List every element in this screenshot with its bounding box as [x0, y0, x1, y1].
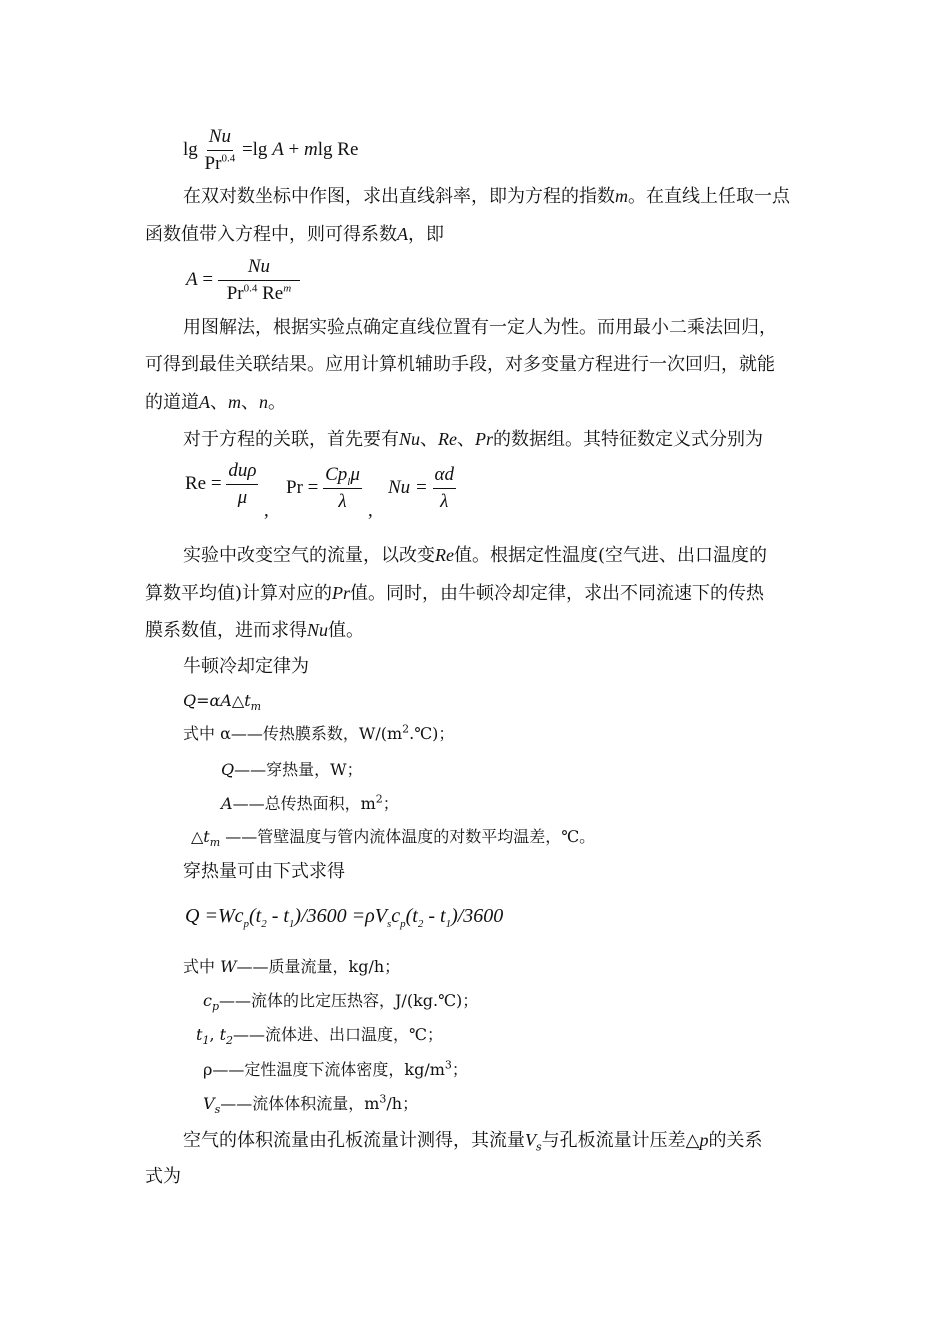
eq-text: - t: [423, 905, 446, 927]
paragraph-line: 用图解法，根据实验点确定直线位置有一定人为性。而用最小二乘法回归，: [183, 317, 777, 338]
eq-text: Re =: [185, 472, 222, 494]
eq-text: Pr =: [286, 476, 319, 498]
text: ,: [209, 1025, 220, 1044]
eq-den: Re: [262, 283, 284, 304]
equation-re: [185, 460, 258, 509]
text: 、: [241, 392, 259, 413]
paragraph-line: [183, 427, 763, 452]
equation-pr: [286, 464, 362, 513]
definition-line: [196, 1024, 443, 1046]
eq-fraction: [203, 126, 238, 175]
text: ——管壁温度与管内流体温度的对数平均温差，℃。: [220, 827, 596, 846]
var: n: [259, 392, 268, 412]
text: 、: [210, 392, 228, 413]
text: 对于方程的关联，首先要有: [183, 429, 399, 450]
text: 、: [420, 429, 439, 450]
eq-fraction: [323, 464, 362, 513]
eq-text: Nu =: [388, 476, 428, 498]
text: ——流体体积流量，m: [220, 1094, 380, 1113]
eq-sub: 1: [288, 918, 295, 930]
var: A: [397, 224, 408, 244]
eq-var: m: [304, 138, 318, 160]
sub: m: [209, 836, 221, 850]
eq-denominator: λ: [440, 491, 449, 512]
text: 值。同时，由牛顿冷却定律，求出不同流速下的传热: [350, 583, 765, 604]
paragraph-line: 穿热量可由下式求得: [183, 861, 345, 882]
equation-nu: [388, 464, 456, 513]
text: ，即: [408, 224, 444, 245]
sub: 1: [202, 1034, 210, 1048]
var: Re: [435, 545, 454, 565]
var: A: [199, 392, 210, 412]
text: 在双对数坐标中作图，求出直线斜率，即为方程的指数: [183, 186, 615, 207]
definition-line: [203, 990, 478, 1012]
var: Nu: [307, 620, 329, 640]
text: ——质量流量，kg/h；: [236, 957, 401, 976]
eq-sub: 1: [445, 918, 452, 930]
comma: ,: [264, 500, 269, 521]
definition-line: [191, 826, 595, 848]
var: c: [203, 991, 212, 1010]
equation-lg-nu: [183, 126, 358, 175]
var: Re: [438, 429, 457, 449]
definition-line: [183, 956, 400, 978]
text: ——穿热量，W；: [234, 760, 363, 779]
var: m: [228, 392, 241, 412]
sub: 2: [226, 1034, 234, 1048]
sub: s: [536, 1140, 542, 1154]
paragraph-line: 牛顿冷却定律为: [183, 656, 309, 677]
eq-text: lg Re: [317, 138, 359, 160]
text: ；: [382, 794, 399, 813]
text: 的数据组。其特征数定义式分别为: [493, 429, 763, 450]
text: 。在直线上任取一点: [628, 186, 790, 207]
var: A: [221, 794, 233, 813]
text: 。: [268, 392, 286, 413]
eq-text: c: [391, 905, 401, 927]
eq-text: )/3600: [451, 905, 504, 927]
paragraph-line: [145, 618, 364, 643]
var: m: [615, 186, 628, 206]
var: W: [220, 957, 237, 976]
sup: 2: [402, 722, 410, 736]
var: Pr: [332, 583, 351, 603]
eq-den: Pr: [226, 283, 244, 304]
eq-den: Pr: [204, 153, 222, 174]
formula-sub: m: [250, 700, 262, 714]
text: 的道道: [145, 392, 199, 413]
sup: 3: [444, 1058, 452, 1072]
paragraph-line: [183, 1128, 763, 1153]
sub: s: [214, 1103, 221, 1117]
eq-fraction: [433, 464, 456, 513]
definition-line: [221, 759, 363, 781]
text: 的关系: [708, 1130, 763, 1151]
paragraph-line: 式为: [145, 1166, 181, 1187]
text: ρ——定性温度下流体密度，kg/m: [203, 1060, 445, 1079]
eq-numerator: Nu: [207, 126, 233, 151]
text: 、: [457, 429, 475, 450]
var: V: [525, 1130, 536, 1150]
text: 空气的体积流量由孔板流量计测得，其流量: [183, 1130, 525, 1151]
definition-line: [221, 793, 399, 815]
eq-fraction: [218, 256, 300, 305]
text: ——流体的比定压热容，J/(kg.℃)；: [219, 991, 479, 1010]
eq-exp: 0.4: [243, 282, 258, 295]
paragraph-line: [145, 390, 286, 415]
text: 膜系数值，进而求得: [145, 620, 307, 641]
paragraph-line: [145, 222, 444, 247]
eq-fraction: [226, 460, 258, 509]
eq-numerator: Nu: [218, 256, 300, 281]
var: Pr: [475, 429, 493, 449]
eq-numerator: αd: [433, 464, 456, 489]
eq-exp: m: [283, 282, 292, 295]
text: /h；: [386, 1094, 419, 1113]
eq-numerator: duρ: [226, 460, 258, 485]
sup: 3: [379, 1092, 387, 1106]
var: t: [196, 1025, 203, 1044]
eq-exp: 0.4: [221, 152, 236, 165]
text: ——总传热面积，m: [232, 794, 376, 813]
text: 式中: [183, 957, 221, 976]
eq-text: Q =Wc: [185, 905, 244, 927]
eq-text: lg: [183, 138, 198, 160]
eq-sub: p: [243, 918, 249, 930]
eq-numerator: Cp: [325, 464, 348, 485]
definition-line: [203, 1059, 468, 1081]
text: 算数平均值)计算对应的: [145, 583, 333, 604]
eq-text: =lg: [241, 138, 268, 160]
paragraph-line: 可得到最佳关联结果。应用计算机辅助手段，对多变量方程进行一次回归，就能: [145, 354, 775, 375]
equation-heat: [185, 905, 503, 928]
var: V: [203, 1094, 215, 1113]
eq-sub: 2: [417, 918, 424, 930]
eq-sub: p: [400, 918, 406, 930]
eq-denominator: μ: [237, 487, 248, 508]
text: .℃)；: [409, 724, 455, 743]
var: △t: [191, 827, 210, 846]
var: p: [699, 1130, 709, 1150]
eq-sub: s: [386, 918, 392, 930]
text: 值。: [328, 620, 365, 641]
eq-text: +: [288, 138, 300, 160]
definition-line: [203, 1093, 418, 1115]
text: 函数值带入方程中，则可得系数: [145, 224, 397, 245]
text: 值。根据定性温度(空气进、出口温度的: [453, 545, 768, 566]
var: Nu: [399, 429, 421, 449]
sub: p: [211, 1000, 220, 1014]
text: 实验中改变空气的流量，以改变: [183, 545, 435, 566]
definition-line: [183, 723, 454, 745]
eq-denominator: λ: [338, 491, 347, 512]
text: 式中 α——传热膜系数，W/(m: [183, 724, 403, 743]
formula-newton: [183, 690, 261, 712]
comma: ,: [368, 500, 373, 521]
formula-text: Q=αA△t: [183, 691, 251, 710]
eq-numerator: μ: [350, 464, 360, 485]
paragraph-line: [145, 581, 764, 606]
eq-text: )/3600 =ρV: [294, 905, 387, 927]
eq-text: (t: [405, 905, 418, 927]
eq-text: - t: [266, 905, 289, 927]
text: 与孔板流量计压差△: [541, 1130, 700, 1151]
paragraph-line: [183, 184, 790, 209]
eq-var: A: [272, 138, 284, 160]
eq-text: (t: [248, 905, 262, 927]
eq-sub: l: [347, 475, 351, 488]
equation-A: [186, 256, 300, 305]
sup: 2: [375, 792, 383, 806]
var: t: [219, 1025, 227, 1044]
eq-var: A: [186, 268, 198, 290]
eq-text: =: [202, 268, 214, 290]
eq-sub: 2: [261, 918, 267, 930]
paragraph-line: [183, 543, 767, 568]
text: ；: [451, 1060, 468, 1079]
var: Q: [221, 760, 235, 779]
text: ——流体进、出口温度，℃；: [233, 1025, 443, 1044]
